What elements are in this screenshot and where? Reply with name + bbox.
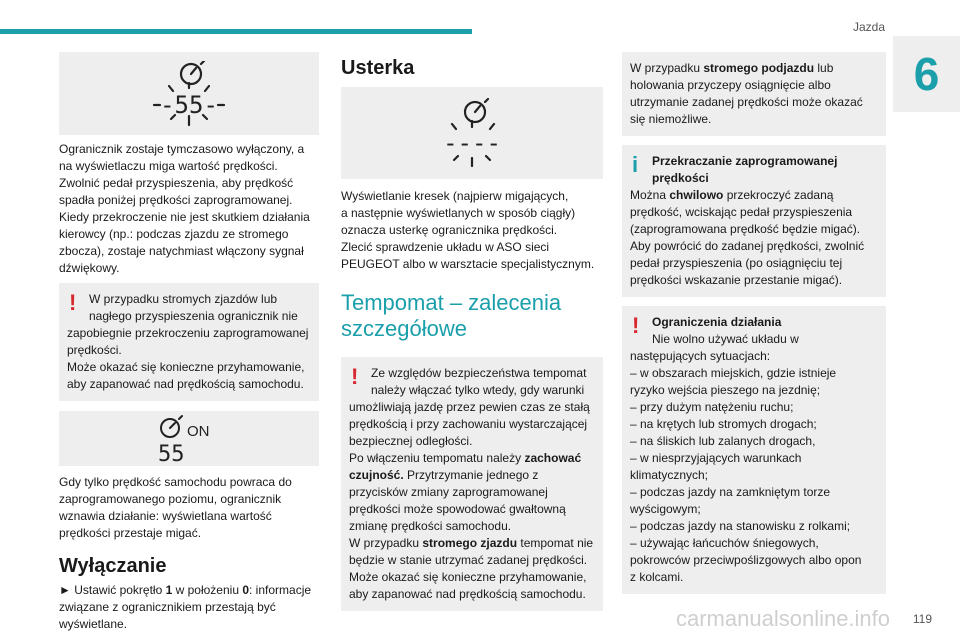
info-mark-icon: i [632,152,639,177]
watermark: carmanualsonline.info [676,606,891,631]
column-3 [622,52,886,594]
chapter-number: 6 [913,48,940,100]
heading-switch-off: Wyłączanie [59,555,167,577]
chapter-tab [893,36,960,112]
paragraph-resume: Gdy tylko prędkość samochodu powraca do zaprogramowanego poziomu, ogranicznik wznawia działanie: wyświetlana wartość prędkości przestaje migać. [59,475,292,540]
arrow-right-icon: ► [59,583,71,597]
paragraph-temporary-off: Ogranicznik zostaje tymczasowo wyłączony, a na wyświetlaczu miga wartość prędkości. Zwolnić pedał przyspieszenia, aby prędkość spadła poniżej prędkości zaprogramowanej. Kiedy przekroczenie nie jest skutkiem działania kierowcy (np.: podczas zjazdu ze stromego zbocza), zostaje natychmiast włączony sygnał dźwiękowy. [59,142,310,275]
warning-limitations: ! Ograniczenia działania Nie wolno używać układu w następujących sytuacjach: – w obszarach miejskich, gdzie istnieje ryzyko wejścia pieszego na jezdnię; – przy dużym natężeniu ruchu; – na krętych lub stromych drogach; – na śliskich lub zalanych drogach, – w niesprzyjających warunkach klimatycznych; – podczas jazdy na zamkniętym torze wyścigowym; – podczas jazdy na stanowisku z rolkami; – używając łańcuchów śniegowych, pokrowców przeciwpoślizgowych albo opon z kolcami. [622,306,886,594]
warning-mark-icon: ! [351,364,359,389]
speedometer-icon [154,414,224,464]
paragraph-fault: Wyświetlanie kresek (najpierw migających, a następnie wyświetlanych w sposób ciągły) oznacza usterkę ogranicznika prędkości. Zlecić sprawdzenie układu w ASO sieci PEUGEOT albo w warsztacie specjalistycznym. [341,189,595,271]
figure-fault [341,87,603,179]
column-1 [59,52,319,633]
warning-cruise-safety: ! Ze względów bezpieczeństwa tempomat należy włączać tylko wtedy, gdy warunki umożliwiają jazdę przez pewien czas ze stałą prędkością i przy zachowaniu wystarczającej bezpiecznej odległości. Po włączeniu tempomatu należy zachować czujność. Przytrzymanie jednego z przycisków zmiany zaprogramowanej prędkości może spowodować gwałtowną zmianę prędkości samochodu. W przypadku stromego zjazdu tempomat nie będzie w stanie utrzymać zadanej prędkości. Może okazać się konieczne przyhamowanie, aby zapanować nad prędkością samochodu. [341,357,603,611]
figure2-on-label: ON [187,422,210,440]
page-number: 119 [912,612,932,626]
header-accent-bar [0,29,472,34]
figure1-display: -55- [160,90,218,119]
warning-mark-icon: ! [632,313,640,338]
column-2 [341,52,603,611]
section-title: Jazda [852,20,885,34]
figure-speed-limit-exceeded [59,52,319,135]
paragraph-switch-off: ► Ustawić pokrętło 1 w położeniu 0: informacje związane z ogranicznikiem przestają być wyświetlane. [59,583,312,631]
figure-fault-display: ---- [443,129,501,157]
heading-fault: Usterka [341,57,415,79]
warning-mark-icon: ! [69,290,77,315]
figure2-speed: 55 [158,441,185,464]
speedometer-icon [149,61,229,127]
warning-steep-descent: ! W przypadku stromych zjazdów lub nagłego przyspieszenia ogranicznik nie zapobiegnie przekroczeniu zaprogramowanej prędkości. Może okazać się konieczne przyhamowanie, aby zapanować nad prędkością samochodu. [59,283,319,401]
heading-cruise-control: Tempomat – zalecenia szczegółowe [341,290,562,341]
speedometer-icon [430,98,514,168]
box-steep-climb: W przypadku stromego podjazdu lub holowania przyczepy osiągnięcie albo utrzymanie zadanej prędkości może okazać się niemożliwe. [622,52,886,136]
figure-speed-limit-on [59,411,319,466]
info-exceeding-speed: i Przekraczanie zaprogramowanej prędkości Można chwilowo przekroczyć zadaną prędkość, wciskając pedał przyspieszenia (zaprogramowana prędkość będzie migać). Aby powrócić do zadanej prędkości, zwolnić pedał przyspieszenia (po osiągnięciu tej prędkości wskazanie przestanie migać). [622,145,886,297]
